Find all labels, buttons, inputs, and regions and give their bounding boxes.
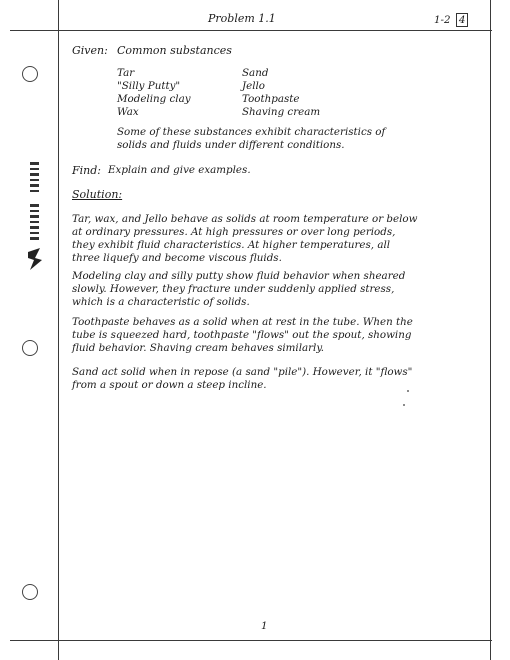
solution-label: Solution: [72, 188, 123, 201]
solution-p3-line-3: fluid behavior. Shaving cream behaves similarly. [72, 342, 325, 354]
given-heading: Common substances [117, 44, 232, 57]
left-margin-rule [58, 0, 59, 660]
solution-p1-line-1: Tar, wax, and Jello behave as solids at room temperature or below [72, 213, 418, 225]
solution-p2-line-3: which is a characteristic of solids. [72, 296, 250, 308]
punch-hole-top [22, 66, 38, 82]
punch-hole-bottom [22, 584, 38, 600]
solution-p1-line-2: at ordinary pressures. At high pressures or over long periods, [72, 226, 396, 238]
substance-left-3: Modeling clay [117, 93, 191, 105]
bottom-rule [10, 640, 492, 641]
notepad-logo-icon [26, 246, 44, 272]
solution-p3-line-1: Toothpaste behaves as a solid when at rest in the tube. When the [72, 316, 413, 328]
substance-left-2: "Silly Putty" [117, 80, 181, 92]
substance-right-3: Toothpaste [242, 93, 300, 105]
given-note-line-2: solids and fluids under different conditions. [117, 139, 345, 151]
substance-left-4: Wax [117, 106, 139, 118]
given-label: Given: [72, 44, 108, 57]
right-margin-rule [490, 0, 491, 660]
solution-p4-line-1: Sand act solid when in repose (a sand "pile"). However, it "flows" [72, 366, 413, 378]
page-number: 1 [261, 620, 268, 632]
top-rule [10, 30, 492, 31]
pencil-speck [403, 404, 405, 406]
given-note-line-1: Some of these substances exhibit characteristics of [117, 126, 386, 138]
solution-p1-line-4: three liquefy and become viscous fluids. [72, 252, 282, 264]
substance-right-2: Jello [242, 80, 266, 92]
solution-p3-line-2: tube is squeezed hard, toothpaste "flows" out the spout, showing [72, 329, 412, 341]
substance-right-1: Sand [242, 67, 269, 79]
substance-right-4: Shaving cream [242, 106, 321, 118]
page-ref-box: 4 [456, 13, 469, 27]
find-text: Explain and give examples. [108, 164, 251, 176]
page-reference [434, 14, 468, 27]
problem-title: Problem 1.1 [208, 12, 276, 25]
solution-p2-line-2: slowly. However, they fracture under suddenly applied stress, [72, 283, 395, 295]
substance-left-1: Tar [117, 67, 135, 79]
solution-p4-line-2: from a spout or down a steep incline. [72, 379, 267, 391]
pencil-speck [407, 390, 409, 392]
punch-hole-middle [22, 340, 38, 356]
solution-p1-line-3: they exhibit fluid characteristics. At higher temperatures, all [72, 239, 391, 251]
find-label: Find: [72, 164, 101, 177]
solution-p2-line-1: Modeling clay and silly putty show fluid behavior when sheared [72, 270, 406, 282]
page-ref-label: 1-2 [434, 14, 451, 26]
